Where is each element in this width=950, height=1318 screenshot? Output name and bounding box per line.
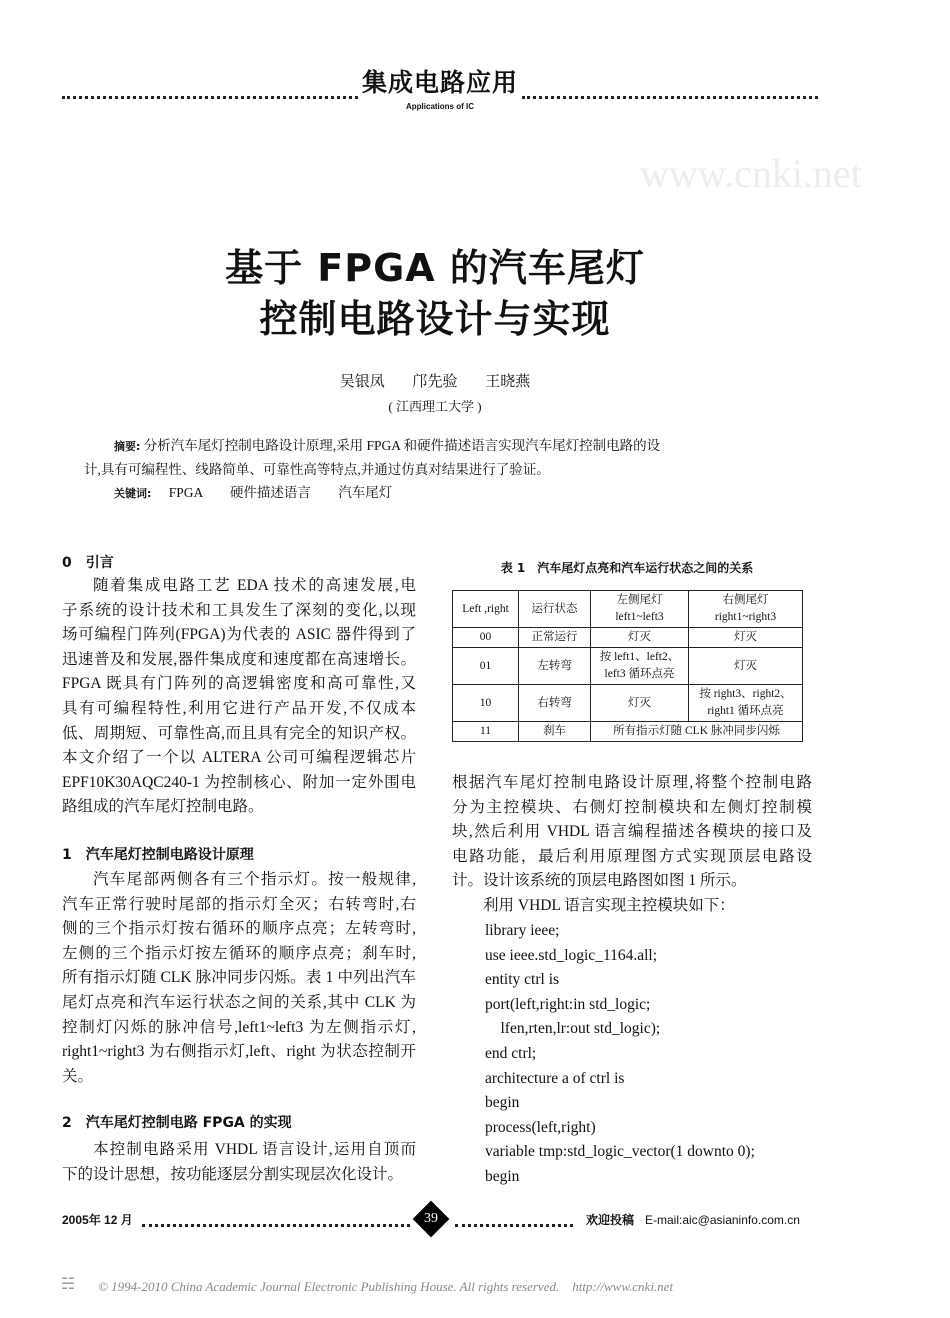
text-line: 本文介绍了一个以 ALTERA 公司可编程逻辑芯片 [62,749,416,767]
authors [0,372,870,392]
section-heading: 1 汽车尾灯控制电路设计原理 [62,847,254,863]
header-line: 右侧尾灯 [722,594,769,606]
journal-section-title: 集成电路应用 [361,68,518,97]
affiliation: ( 江西理工大学 ) [388,399,482,414]
code-line: port(left,right:in std_logic; [485,995,651,1013]
code-line: end ctrl; [485,1044,537,1062]
paper-title-line2: 控制电路设计与实现 [259,297,611,341]
table-cell: 00 [453,628,519,648]
author: 吴银凤 [339,374,385,390]
section-heading: 0 引言 [62,555,114,571]
table-cell: 刹车 [519,722,591,742]
author: 邝先验 [412,374,458,390]
text-line: 利用 VHDL 语言实现主控模块如下： [483,896,735,914]
vhdl-code [485,919,755,1190]
text-line: 左侧的三个指示灯按左循环的顺序点亮；刹车时, [62,944,416,962]
table-row [453,722,803,742]
author: 王晓燕 [485,374,531,390]
table-caption: 表 1 汽车尾灯点亮和汽车运行状态之间的关系 [500,561,754,575]
table-cell: 灯灭 [591,628,689,648]
abstract-label: 摘要: [114,440,141,453]
table-cell: 10 [453,685,519,722]
text-line: 迅速普及和发展,器件集成度和速度都在高速增长。 [62,650,416,668]
abstract-text: 分析汽车尾灯控制电路设计原理,采用 FPGA 和硬件描述语言实现汽车尾灯控制电路的设 [143,438,661,453]
table-row [453,648,803,685]
keywords-label: 关键词: [114,487,152,500]
watermark: www.cnki.net [640,151,862,196]
text-line: 汽车尾部两侧各有三个指示灯。按一般规律, [93,871,416,888]
code-line: use ieee.std_logic_1164.all; [485,946,658,964]
footer-contribute: 欢迎投稿 [586,1213,635,1227]
text-line: 计。设计该系统的顶层电路图如图 1 所示。 [452,872,747,890]
text-line: 分为主控模块、右侧灯控制模块和左侧灯控制模 [452,798,812,816]
table-row [453,685,803,722]
footer-rule [455,1214,573,1227]
code-line: library ieee; [485,922,560,939]
table-header: 运行状态 [519,591,591,628]
text-line: 汽车正常行驶时尾部的指示灯全灭；右转弯时,右 [62,895,416,913]
text-line: 随着集成电路工艺 EDA 技术的高速发展,电 [93,577,416,594]
text-line: EPF10K30AQC240-1 为控制核心、附加一定外围电 [62,773,416,791]
code-line: begin [485,1094,520,1112]
keyword: 硬件描述语言 [229,485,311,500]
copyright: © 1994-2010 China Academic Journal Electronic Publishing House. All rights reserved. http://www.cnki.net [98,1279,674,1294]
footer-email: E-mail:aic@asianinfo.com.cn [645,1213,800,1227]
table-cell: 按 left1、left2、left3 循环点亮 [591,648,689,685]
cnki-logo-icon: ☵ [60,1276,76,1293]
code-line: process(left,right) [485,1118,596,1136]
text-line: 尾灯点亮和汽车运行状态之间的关系,其中 CLK 为 [62,993,416,1011]
table-cell: 01 [453,648,519,685]
text-line: FPGA 既具有门阵列的高逻辑密度和高可靠性,又 [62,675,416,693]
section-body [62,1138,416,1187]
header-line: 左侧尾灯 [616,594,663,606]
header-line: right1~right3 [714,611,777,623]
text-line: 子系统的设计技术和工具发生了深刻的变化,以现 [62,601,416,619]
section-body [62,868,416,1089]
code-line: variable tmp:std_logic_vector(1 downto 0); [485,1143,755,1161]
text-line: 控制灯闪烁的脉冲信号,left1~left3 为左侧指示灯, [62,1018,416,1036]
code-line: entity ctrl is [485,971,560,989]
section-heading: 2 汽车尾灯控制电路 FPGA 的实现 [62,1115,292,1131]
table-row [453,628,803,648]
code-line: lfen,rten,lr:out std_logic); [485,1020,661,1038]
table-cell: 右转弯 [519,685,591,722]
table-cell: 正常运行 [519,628,591,648]
table-cell: 11 [453,722,519,742]
right-column-body [452,771,812,919]
text-line: 场可编程门阵列(FPGA)为代表的 ASIC 器件得到了 [62,626,416,644]
header-line: left1~left3 [615,611,664,623]
text-line: 所有指示灯随 CLK 脉冲同步闪烁。表 1 中列出汽车 [62,969,416,987]
paper-title-line1: 基于 FPGA 的汽车尾灯 [225,246,645,290]
text-line: 下的设计思想，按功能逐层分割实现层次化设计。 [62,1165,404,1183]
table-cell: 灯灭 [689,628,803,648]
keyword: 汽车尾灯 [338,485,393,500]
table-cell: 所有指示灯随 CLK 脉冲同步闪烁 [591,722,803,742]
table-header: Left ,right [453,591,519,628]
header-rule-left [62,86,358,99]
section-body [62,574,416,820]
journal-section-subtitle: Applications of IC [406,102,474,111]
text-line: 具有可编程特性,利用它进行产品开发,不仅成本 [62,699,416,717]
text-line: right1~right3 为右侧指示灯,left、right 为状态控制开 [62,1043,416,1061]
text-line: 关。 [62,1067,94,1085]
text-line: 根据汽车尾灯控制电路设计原理,将整个控制电路 [452,774,812,791]
page-number: 39 [424,1211,438,1226]
table-cell: 左转弯 [519,648,591,685]
abstract-text: 计,具有可编程性、线路简单、可靠性高等特点,并通过仿真对结果进行了验证。 [84,462,550,477]
text-line: 路组成的汽车尾灯控制电路。 [62,798,264,816]
table-cell: 按 right3、right2、right1 循环点亮 [689,685,803,722]
text-line: 电路功能，最后利用原理图方式实现顶层电路设 [452,847,812,865]
table-header [591,591,689,628]
keyword: FPGA [168,485,203,500]
header-rule-right [522,86,818,99]
footer-rule [142,1214,410,1227]
text-line: 低、周期短、可靠性高,而且具有完全的知识产权。 [62,724,416,742]
code-line: begin [485,1167,520,1185]
table-header [689,591,803,628]
table-header-row [453,591,803,628]
code-line: architecture a of ctrl is [485,1069,625,1087]
text-line: 块,然后利用 VHDL 语言编程描述各模块的接口及 [452,823,812,841]
footer-date: 2005年 12 月 [62,1213,133,1227]
text-line: 侧的三个指示灯按右循环的顺序点亮；左转弯时, [62,920,416,938]
table-cell: 灯灭 [689,648,803,685]
table-cell: 灯灭 [591,685,689,722]
abstract [84,434,804,505]
text-line: 本控制电路采用 VHDL 语言设计,运用自顶而 [93,1141,416,1158]
status-table [452,590,803,742]
